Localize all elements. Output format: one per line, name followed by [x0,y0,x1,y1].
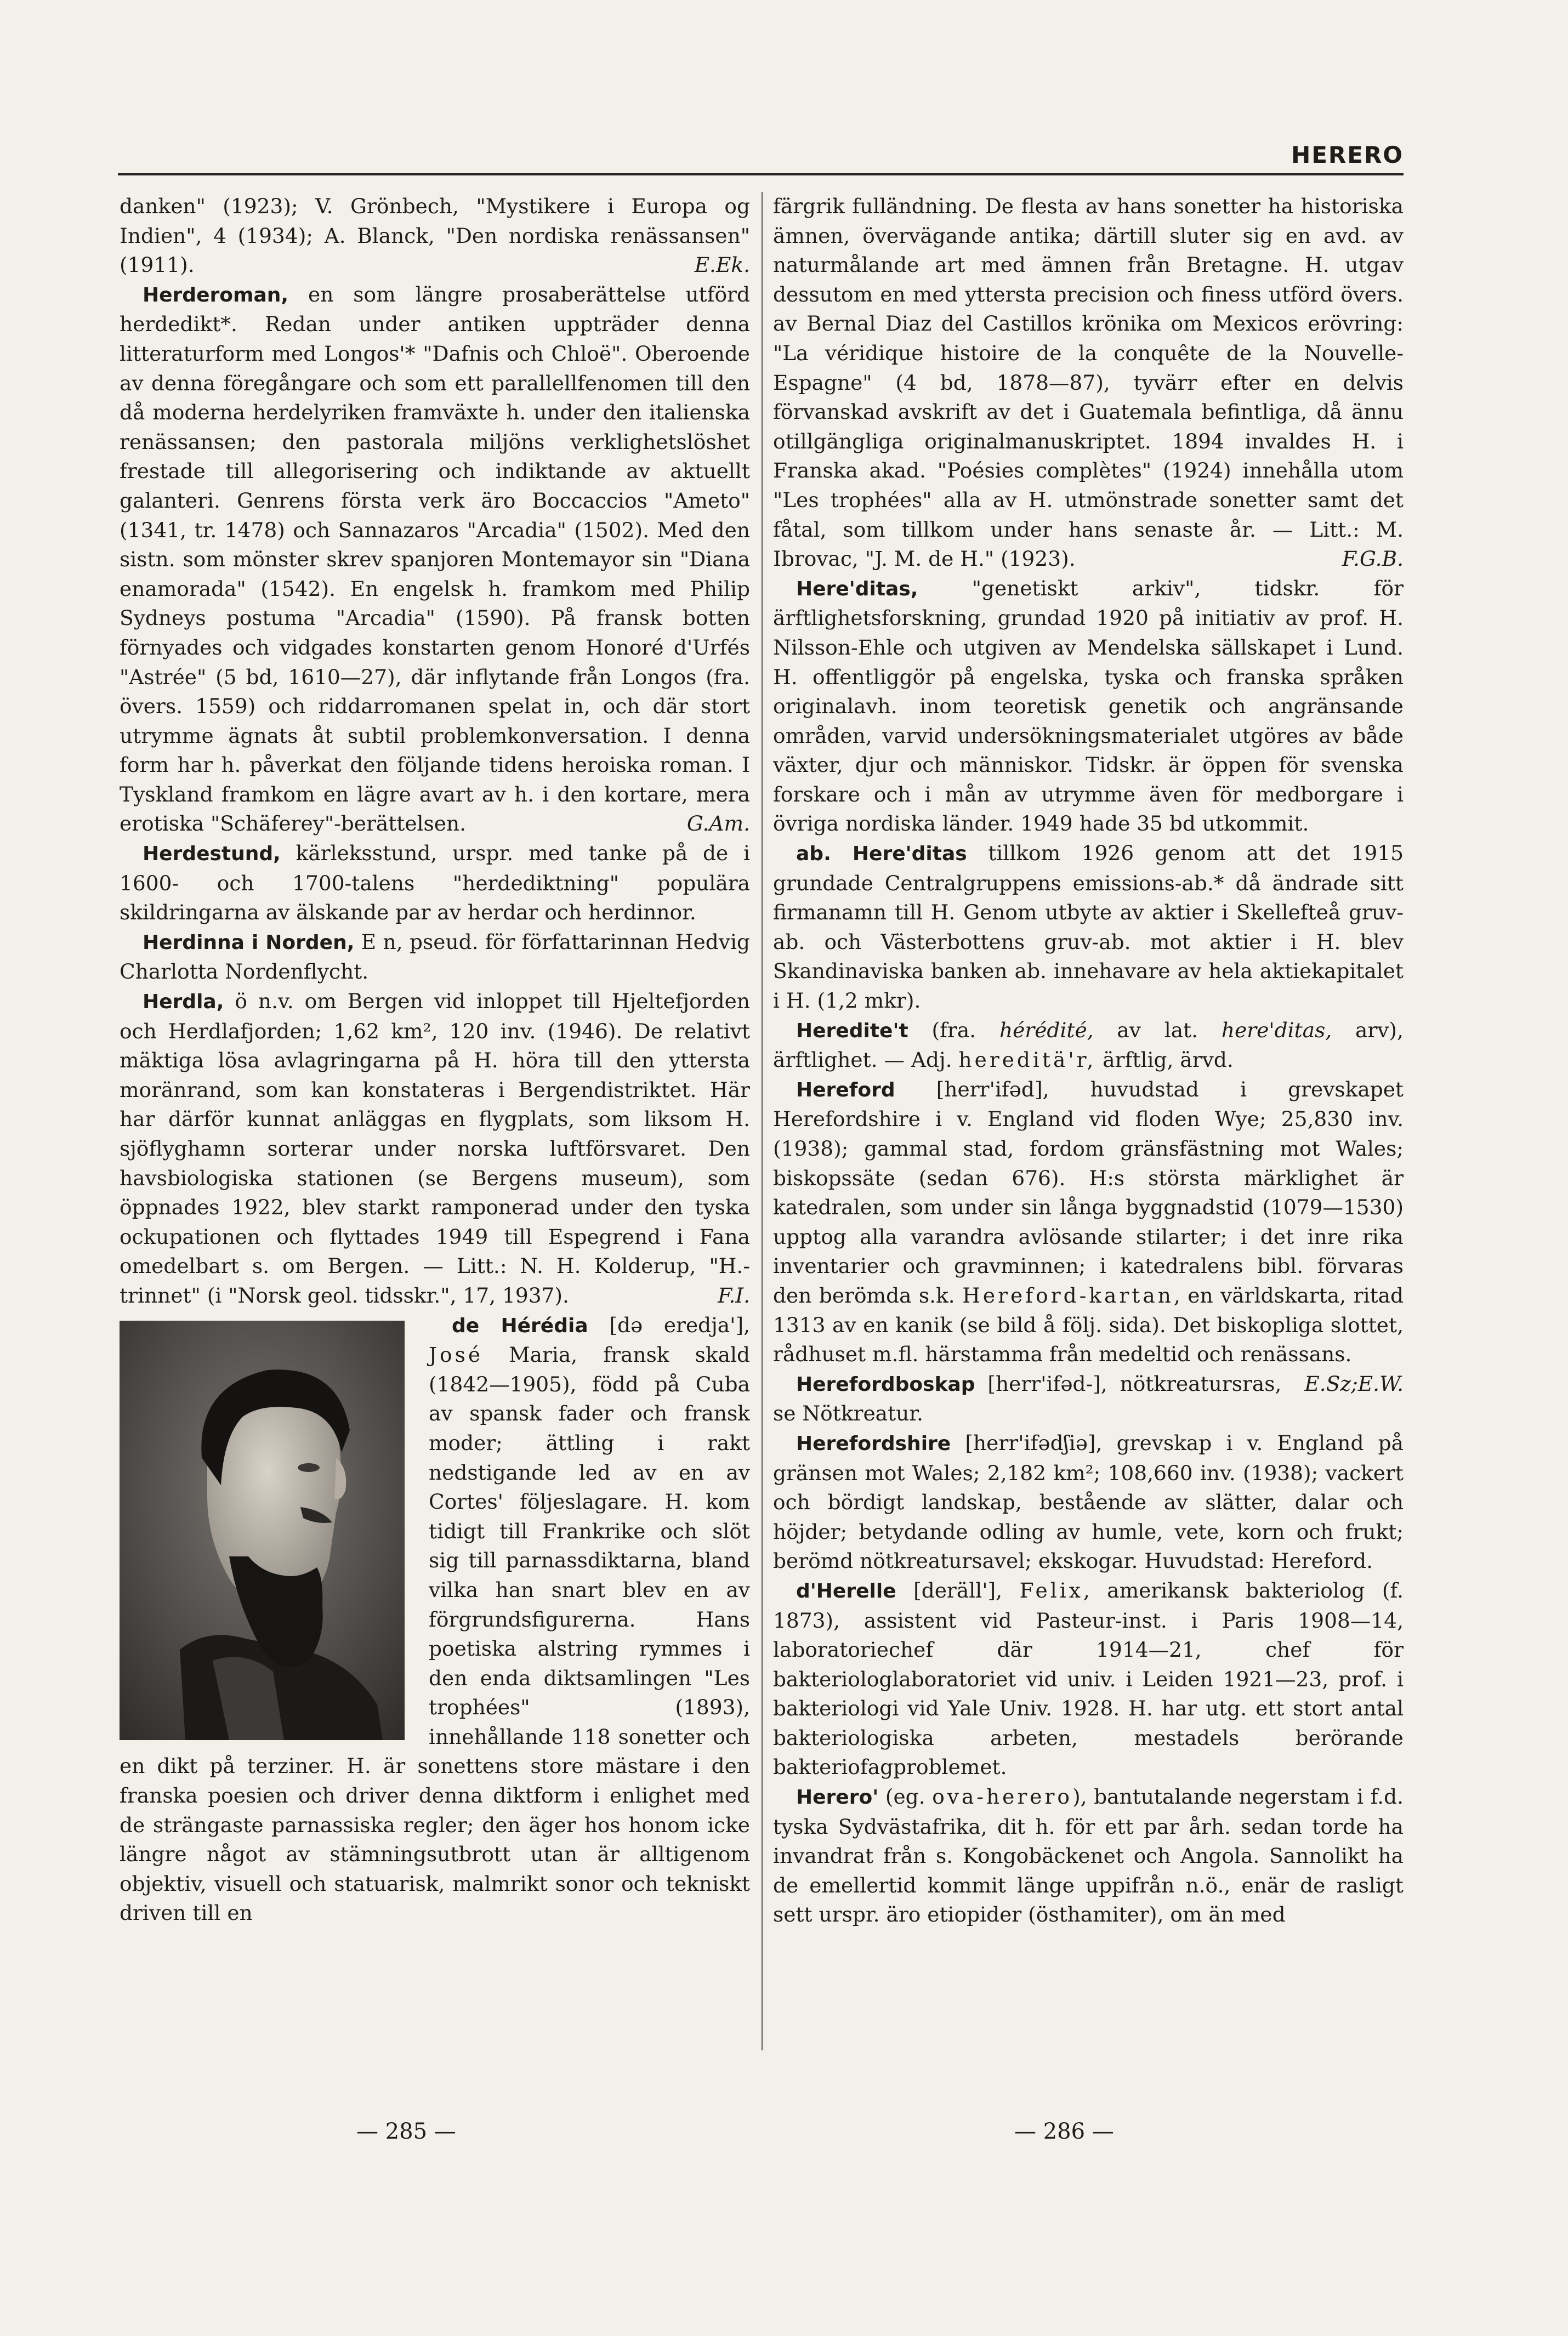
entry-herdinna: Herdinna i Norden, E n, pseud. för författarinnan Hedvig Charlotta Nordenflycht. [120,929,750,984]
header-rule [118,173,1404,175]
entry-continuation: färgrik fulländning. De flesta av hans sonetter ha historiska ämnen, övervägande antika; därtill sluter sig en avd. av naturmålande art med ämnen från Bretagne. H. utgav dessutom en med yttersta precision och finess utförd övers. av Bernal Diaz del Castillos krönika om Mexicos erövring: "La véridique histoire de la conquête de la Nouvelle-Espagne" (4 bd, 1878—87), tyvärr efter en delvis förvanskad avskrift av det i Guatemala befintliga, då ännu otillgängliga originalmanuskriptet. 1894 invaldes H. i Franska akad. "Poésies complètes" (1924) innehålla utom "Les trophées" alla av H. utmönstrade sonetter samt det fåtal, som tillkom under hans senaste år. — Litt.: M. Ibrovac, "J. M. de H." (1923). F.G.B. [773,194,1404,571]
entry-herefordboskap: Herefordboskap [herr'ifəd-], nötkreatursras, se Nötkreatur. [773,1371,1282,1426]
entry-hereford: Hereford [herr'ifəd], huvudstad i grevskapet Herefordshire i v. England vid floden Wye; 25,830 inv. (1938); gammal stad, fordom gränsfästning mot Wales; biskopssäte (sedan 676). H:s största märklighet är katedralen, som under sin långa byggnadstid (1079—1530) upptog alla varandra avlösande stilarter; i det inre rika inventarier och gravminnen; i katedralens bibl. förvaras den berömda s.k. Hereford-kartan, en världskarta, ritad 1313 av en kanik (se bild å följ. sida). Det biskopliga slottet, rådhuset m.fl. härstamma från medeltid och renässans. E.Sz;E.W. [773,1077,1404,1396]
entry-herdestund: Herdestund, kärleksstund, urspr. med tanke på de i 1600- och 1700-talens "herdediktning" populära skildringarna av älskande par av herdar och herdinnor. [120,841,750,925]
right-column [773,192,1404,2056]
entry-continuation: danken" (1923); V. Grönbech, "Mystikere i Europa og Indien", 4 (1934); A. Blanck, "Den nordiska renässansen" (1911). E.Ek. [120,194,750,277]
entry-heredite: Heredite't (fra. hérédité, av lat. here'ditas, arv), ärftlighet. — Adj. hereditä'r, ärftlig, ärvd. [773,1018,1404,1072]
left-column [120,192,750,2056]
column-divider [762,192,763,2050]
entry-herefordshire: Herefordshire [herr'ifədʃiə], grevskap i v. England på gränsen mot Wales; 2,182 km²; 108,660 inv. (1938); vackert och bördigt landskap, bestående av slätter, dalar och höjder; betydande odling av humle, vete, korn och frukt; berömd nötkreatursavel; ekskogar. Huvudstad: Hereford. [773,1430,1404,1573]
entry-herderoman: Herderoman, en som längre prosaberättelse utförd herdedikt*. Redan under antiken uppträder denna litteraturform med Longos'* "Dafnis och Chloë". Oberoende av denna föregångare och som ett parallellfenomen till den då moderna herdelyriken framväxte h. under den italienska renässansen; den pastorala miljöns verklighetslöshet frestade till allegorisering och indiktande av aktuellt galanteri. Genrens första verk äro Boccaccios "Ameto" (1341, tr. 1478) och Sannazaros "Arcadia" (1502). Med den sistn. som mönster skrev spanjoren Montemayor sin "Diana enamorada" (1542). En engelsk h. framkom med Philip Sydneys postuma "Arcadia" (1590). På fransk botten förnyades och vidgades konstarten genom Honoré d'Urfés "Astrée" (5 bd, 1610—27), där inflytande från Longos (fra. övers. 1559) och riddarromanen spelat in, och där stort utrymme ägnats åt subtil problemkonversation. I denna form har h. påverkat den följande tidens heroiska roman. I Tyskland framkom en lägre avart av h. i den kortare, mera erotiska "Schäferey"-berättelsen. G.Am. [120,282,750,836]
portrait-illustration [120,1321,405,1740]
entry-herelle: d'Herelle [deräll'], Felix, amerikansk bakteriolog (f. 1873), assistent vid Pasteur-inst. i Paris 1908—14, laboratoriechef där 1914—21, chef för bakteriologlaboratoriet vid univ. i Leiden 1921—23, prof. i bakteriologi vid Yale Univ. 1928. H. har utg. ett stort antal bakteriologiska arbeten, mestadels berörande bakteriofagproblemet. [773,1578,1404,1780]
page-number-right: — 286 — [1014,2119,1114,2144]
entry-heredia: de Hérédia [də eredja'], José Maria, fransk skald (1842—1905), född på Cuba av spansk fader och fransk moder; ättling i rakt nedstigande led av en av Cortes' följeslagare. H. kom tidigt till Frankrike och slöt sig till parnassdiktarna, bland vilka han snart blev en av förgrundsfigurerna. Hans poetiska alstring rymmes i den enda diktsamlingen "Les trophées" (1893), innehållande 118 sonetter och en dikt på terziner. H. är sonettens store mästare i den franska poesien och driver denna diktform i enlighet med de strängaste parnassiska regler; den äger hos honom icke längre något av stämningsutbrott utan är alltigenom objektiv, visuell och statuarisk, malmrikt sonor och tekniskt driven till en [120,1312,750,1925]
entry-hereditas: Here'ditas, "genetiskt arkiv", tidskr. för ärftlighetsforskning, grundad 1920 på initiativ av prof. H. Nilsson-Ehle och utgiven av Mendelska sällskapet i Lund. H. offentliggör på engelska, tyska och franska språken originalavh. inom teoretisk genetik och angränsande områden, varvid undersökningsmaterialet utgöres av både växter, djur och människor. Tidskr. är öppen för svenska forskare och i mån av utrymme även för medborgare i övriga nordiska länder. 1949 hade 35 bd utkommit. [773,576,1404,836]
entry-ab-hereditas: ab. Here'ditas tillkom 1926 genom att det 1915 grundade Centralgruppens emissions-ab.* då ändrade sitt firmanamn till H. Genom utbyte av aktier i Skellefteå gruv-ab. och Västerbottens gruv-ab. mot aktier i H. blev Skandinaviska banken ab. innehavare av hela aktiekapitalet i H. (1,2 mkr). [773,841,1404,1013]
running-head: HERERO [1291,141,1404,168]
entry-herdla: Herdla, ö n.v. om Bergen vid inloppet till Hjeltefjorden och Herdlafjorden; 1,62 km², 120 inv. (1946). De relativt mäktiga lösa avlagringarna på H. höra till den yttersta moränrand, som kan konstateras i Bergendistriktet. Här har därför kunnat anläggas en flygplats, som liksom H. sjöflyghamn sorterar under norska luftförsvaret. Den havsbiologiska stationen (se Bergens museum), som öppnades 1922, blev starkt ramponerad under den tyska ockupationen och flyttades 1949 till Espegrend i Fana omedelbart s. om Bergen. — Litt.: N. H. Kolderup, "H.-trinnet" (i "Norsk geol. tidsskr.", 17, 1937). F.I. [120,989,750,1308]
entry-herero: Herero' (eg. ova-herero), bantutalande negerstam i f.d. tyska Sydvästafrika, dit h. för ett par årh. sedan torde ha invandrat från s. Kongobäckenet och Angola. Sannolikt ha de emellertid kommit länge uppifrån n.ö., enär de rasligt sett urspr. äro etiopider (östhamiter), om än med [773,1784,1404,1927]
page-number-left: — 285 — [356,2119,456,2144]
